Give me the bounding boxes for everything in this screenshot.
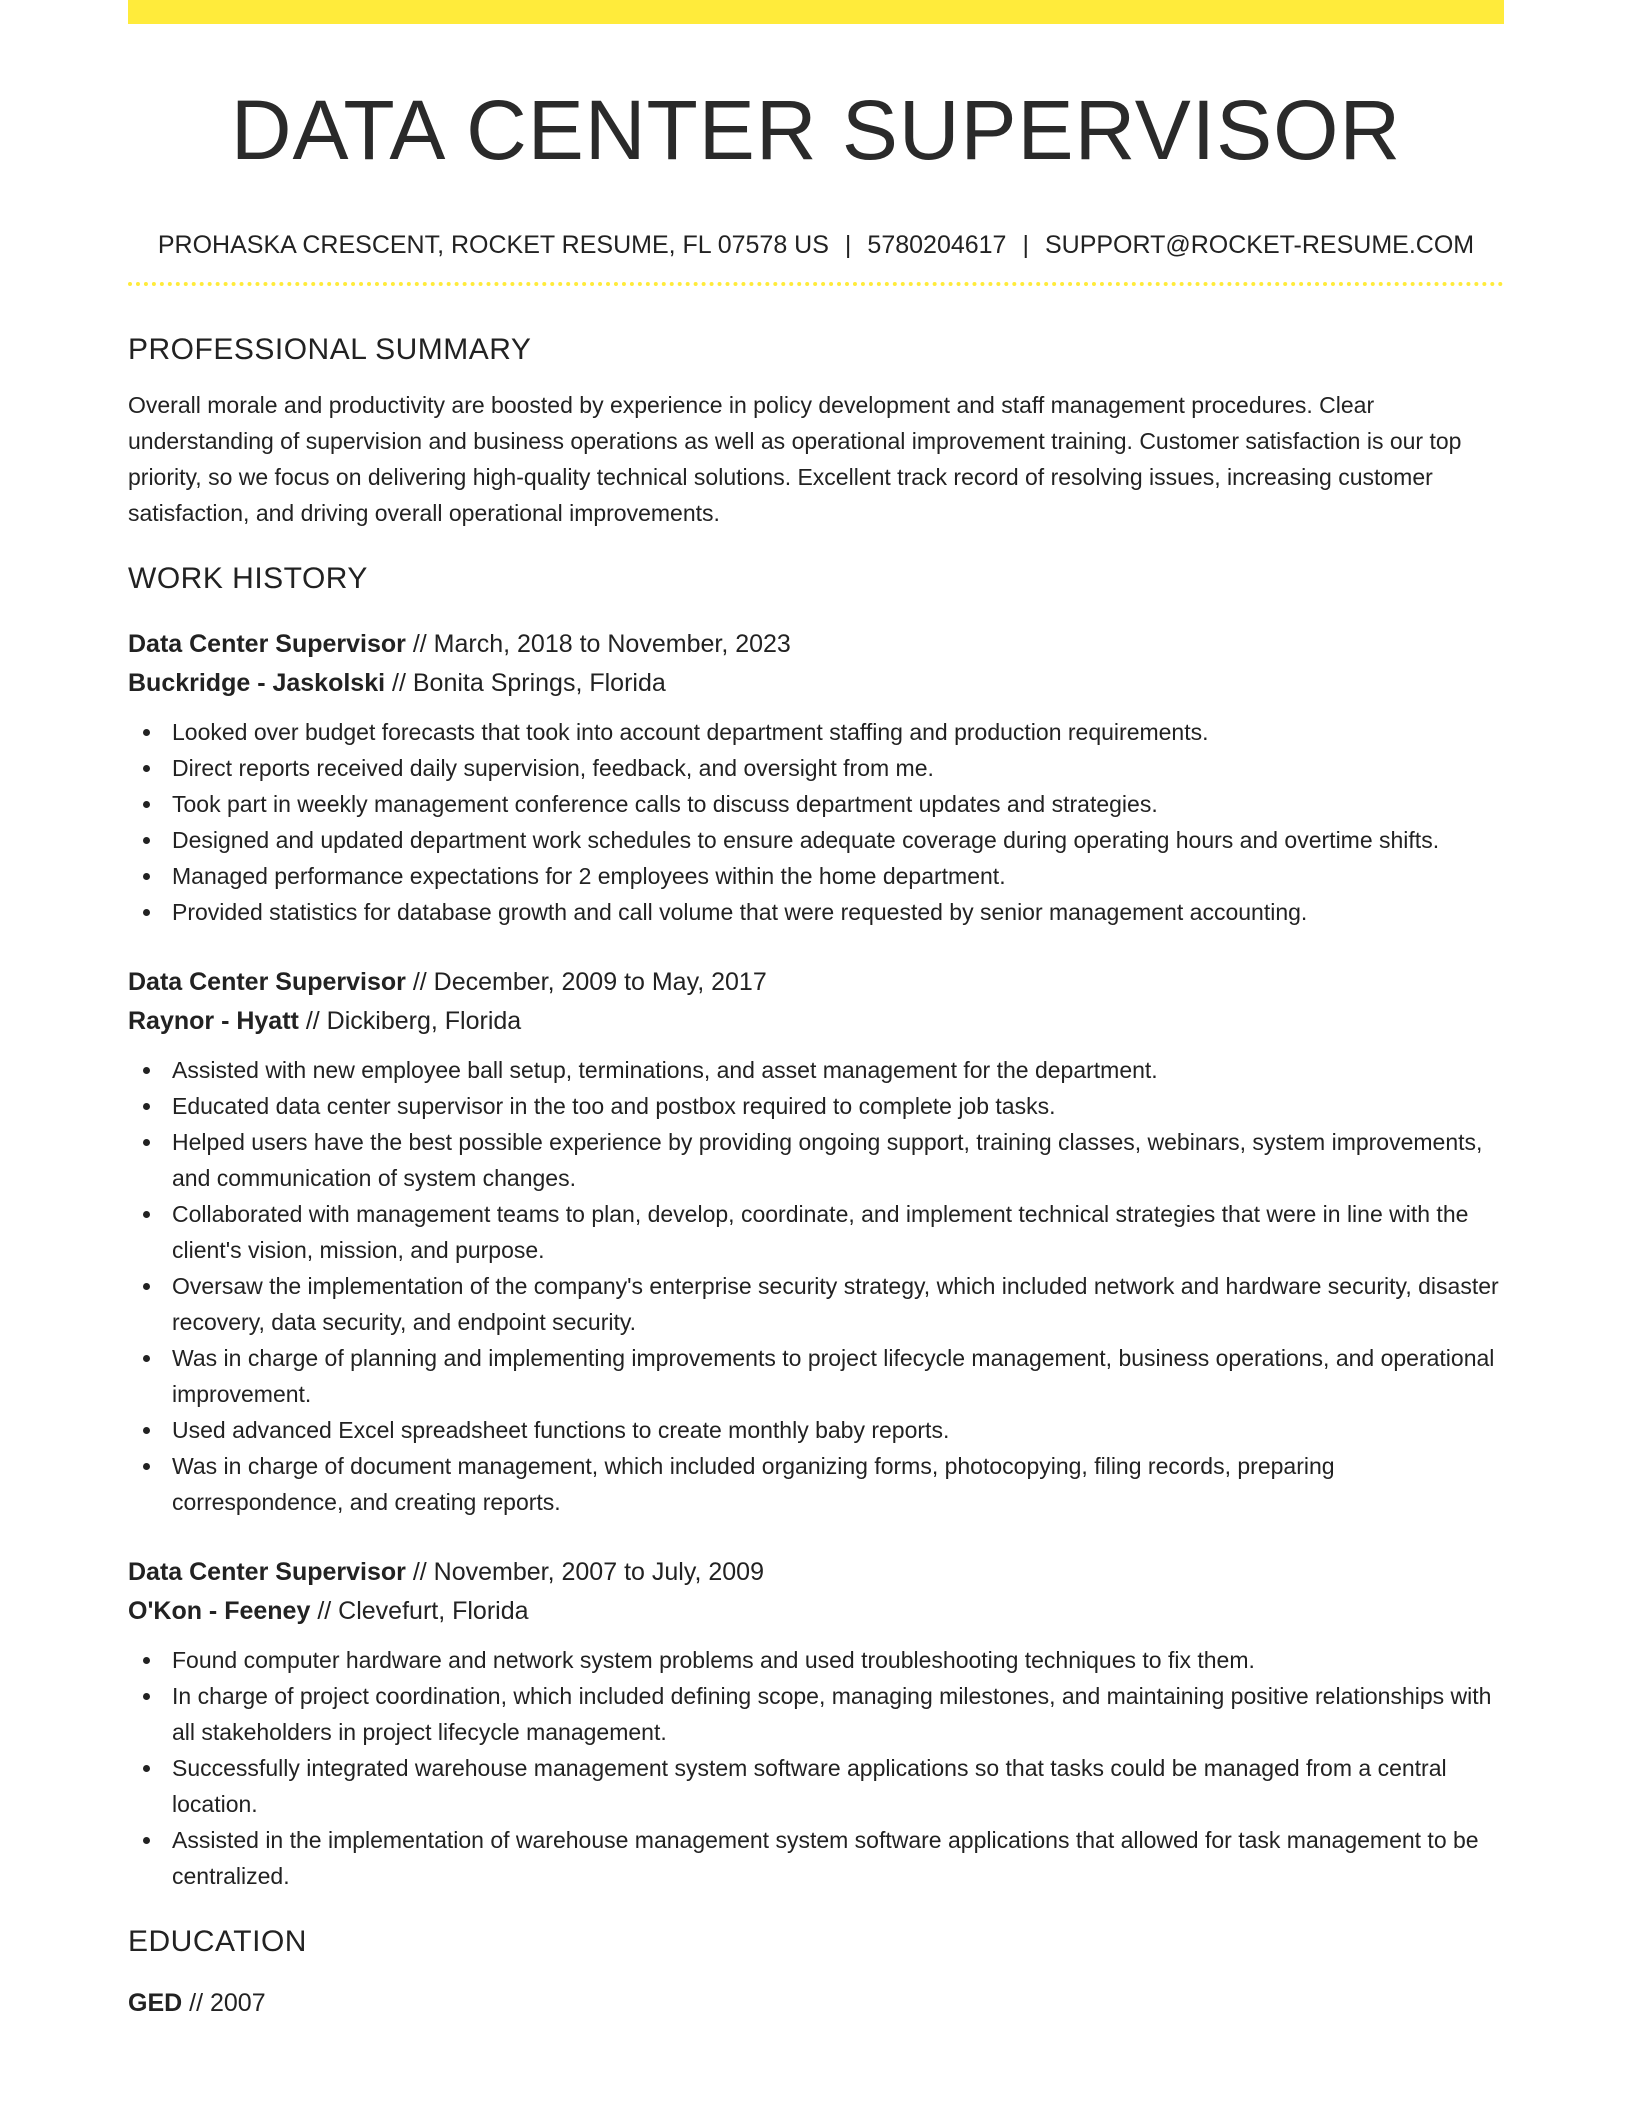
job-separator: //: [405, 968, 434, 996]
summary-text: Overall morale and productivity are boosted by experience in policy development and staff management procedures. Clear understanding of supervision and business operations as well as operational improvement training. Customer satisfaction is our top priority, so we focus on delivering high-quality technical solutions. Excellent track record of resolving issues, increasing customer satisfaction, and driving overall operational improvements.: [128, 392, 1462, 526]
education-separator: //: [182, 1989, 210, 2017]
job-title-line: [128, 1553, 1504, 1592]
job-duty-item: Used advanced Excel spreadsheet functions to create monthly baby reports.: [128, 1412, 1504, 1448]
job-title: Data Center Supervisor: [128, 968, 406, 996]
job-duty-item: Helped users have the best possible experience by providing ongoing support, training classes, webinars, system improvements, and communication of system changes.: [128, 1124, 1504, 1196]
job-entry: [128, 963, 1504, 1520]
contact-email: SUPPORT@ROCKET-RESUME.COM: [1044, 231, 1475, 259]
work-history-list: [128, 625, 1504, 1894]
job-entry: [128, 625, 1504, 930]
contact-separator: |: [1022, 231, 1029, 259]
job-separator: //: [298, 1007, 327, 1035]
job-duty-item: Took part in weekly management conference calls to discuss department updates and strategies.: [128, 786, 1504, 822]
accent-top-bar: [128, 0, 1504, 24]
contact-line: [128, 228, 1504, 262]
job-company: Raynor - Hyatt: [128, 1007, 299, 1035]
education-entry: [128, 1984, 1504, 2023]
job-duty-item: Collaborated with management teams to plan, develop, coordinate, and implement technical strategies that were in line with the client's vision, mission, and purpose.: [128, 1196, 1504, 1268]
job-location: Bonita Springs, Florida: [412, 669, 666, 697]
job-company-line: [128, 1002, 1504, 1041]
summary-heading: PROFESSIONAL SUMMARY: [128, 333, 532, 366]
job-company: O'Kon - Feeney: [128, 1597, 311, 1625]
job-duty-item: Provided statistics for database growth and call volume that were requested by senior management accounting.: [128, 894, 1504, 930]
job-duties-list: [128, 1642, 1504, 1894]
job-duty-item: Direct reports received daily supervision, feedback, and oversight from me.: [128, 750, 1504, 786]
work-history-heading: WORK HISTORY: [128, 562, 368, 595]
education-degree: GED: [128, 1989, 183, 2017]
dotted-divider: [128, 282, 1504, 286]
job-duty-item: Oversaw the implementation of the company's enterprise security strategy, which included network and hardware security, disaster recovery, data security, and endpoint security.: [128, 1268, 1504, 1340]
job-dates: November, 2007 to July, 2009: [433, 1558, 764, 1586]
job-title-line: [128, 625, 1504, 664]
job-location: Dickiberg, Florida: [326, 1007, 522, 1035]
job-separator: //: [310, 1597, 339, 1625]
job-entry: [128, 1553, 1504, 1894]
job-duty-item: In charge of project coordination, which included defining scope, managing milestones, and maintaining positive relationships with all stakeholders in project lifecycle management.: [128, 1678, 1504, 1750]
contact-phone: 5780204617: [867, 231, 1007, 259]
job-company-line: [128, 1592, 1504, 1631]
job-duty-item: Managed performance expectations for 2 employees within the home department.: [128, 858, 1504, 894]
job-title-line: [128, 963, 1504, 1002]
job-duty-item: Was in charge of document management, which included organizing forms, photocopying, filing records, preparing correspondence, and creating reports.: [128, 1448, 1504, 1520]
job-duty-item: Assisted in the implementation of warehouse management system software applications that allowed for task management to be centralized.: [128, 1822, 1504, 1894]
job-location: Clevefurt, Florida: [338, 1597, 529, 1625]
job-duty-item: Looked over budget forecasts that took into account department staffing and production requirements.: [128, 714, 1504, 750]
education-heading: EDUCATION: [128, 1925, 307, 1958]
job-company-line: [128, 664, 1504, 703]
job-duty-item: Found computer hardware and network system problems and used troubleshooting techniques to fix them.: [128, 1642, 1504, 1678]
contact-separator: |: [844, 231, 852, 259]
resume-title: DATA CENTER SUPERVISOR: [230, 83, 1402, 177]
job-title: Data Center Supervisor: [128, 1558, 406, 1586]
job-company: Buckridge - Jaskolski: [128, 669, 386, 697]
job-separator: //: [405, 630, 434, 658]
job-duty-item: Educated data center supervisor in the too and postbox required to complete job tasks.: [128, 1088, 1504, 1124]
resume-page: [128, 0, 1504, 2023]
job-duty-item: Successfully integrated warehouse management system software applications so that tasks could be managed from a central location.: [128, 1750, 1504, 1822]
job-dates: December, 2009 to May, 2017: [433, 968, 767, 996]
job-duties-list: [128, 1052, 1504, 1520]
job-duty-item: Was in charge of planning and implementing improvements to project lifecycle management, business operations, and operational improvement.: [128, 1340, 1504, 1412]
education-year: 2007: [209, 1989, 266, 2017]
job-duties-list: [128, 714, 1504, 930]
job-dates: March, 2018 to November, 2023: [433, 630, 791, 658]
job-duty-item: Assisted with new employee ball setup, terminations, and asset management for the department.: [128, 1052, 1504, 1088]
contact-address: PROHASKA CRESCENT, ROCKET RESUME, FL 07578 US: [157, 231, 829, 259]
job-separator: //: [385, 669, 413, 697]
job-duty-item: Designed and updated department work schedules to ensure adequate coverage during operating hours and overtime shifts.: [128, 822, 1504, 858]
job-title: Data Center Supervisor: [128, 630, 406, 658]
job-separator: //: [405, 1558, 434, 1586]
